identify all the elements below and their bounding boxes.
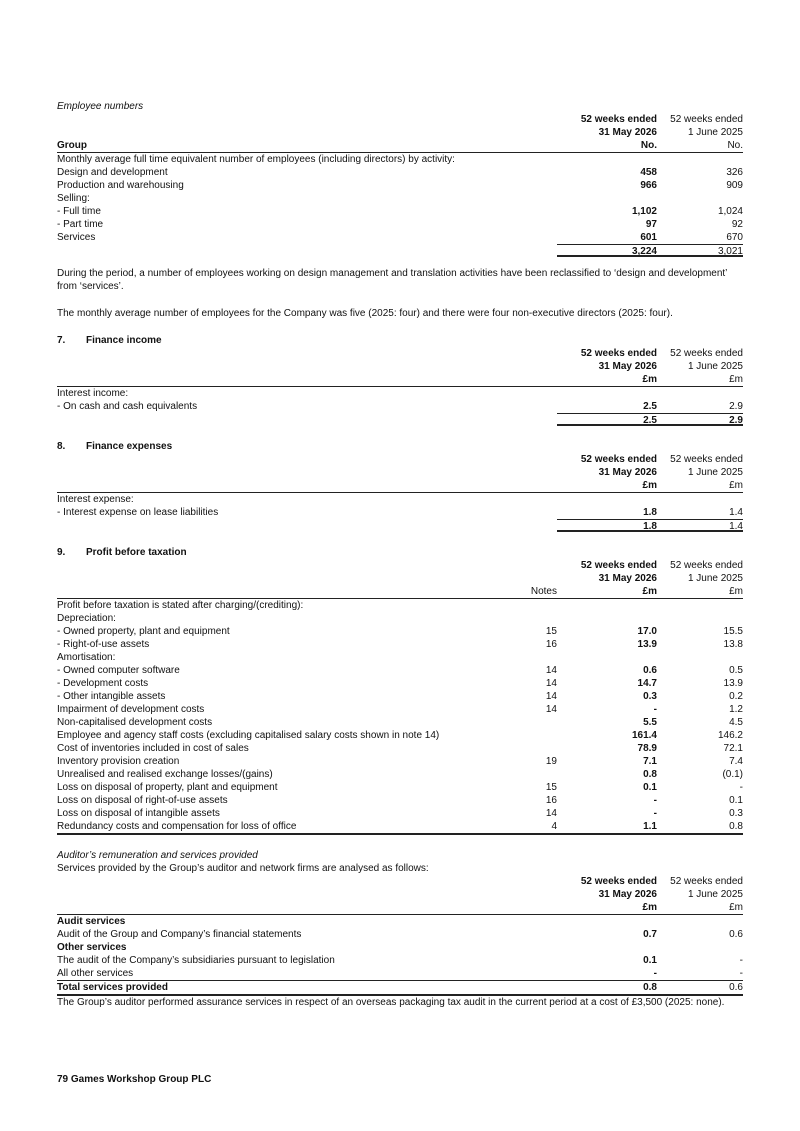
- row-value-prior: [657, 387, 743, 400]
- row-value-current: [557, 651, 657, 664]
- row-label: Loss on disposal of intangible assets: [57, 808, 220, 819]
- row-value-current: 601: [640, 232, 657, 243]
- col1-header-line2: 31 May 2026: [598, 127, 657, 138]
- row-value-prior: [657, 192, 743, 205]
- row-value-current: 0.7: [643, 929, 657, 940]
- auditor-total-v2: 0.6: [729, 982, 743, 993]
- section-number: 9.: [57, 547, 66, 558]
- notes-header: Notes: [530, 586, 557, 597]
- auditor-note: The Group’s auditor performed assurance services in respect of an overseas packaging tax audit in the current period at a cost of £3,500 (2025: none).: [57, 997, 725, 1008]
- employees-total-v1: 3,224: [631, 246, 657, 257]
- row-value-prior: 1.2: [729, 704, 743, 715]
- table-row: [57, 954, 743, 967]
- row-note-ref: 15: [545, 782, 557, 793]
- table-row: [57, 218, 743, 231]
- row-note-ref: [517, 651, 557, 664]
- row-value-current: [557, 493, 657, 506]
- table-row: [57, 807, 743, 820]
- row-label: - Right-of-use assets: [57, 639, 150, 650]
- row-value-prior: 72.1: [723, 743, 743, 754]
- row-value-prior: [657, 599, 743, 612]
- row-value-prior: 13.8: [723, 639, 743, 650]
- table-row: [57, 915, 743, 928]
- col2-header-line1: 52 weeks ended: [670, 876, 743, 887]
- row-label: - Owned computer software: [57, 665, 180, 676]
- table-row: [57, 638, 743, 651]
- table-row: [57, 493, 743, 506]
- section-title-text: Finance income: [86, 335, 162, 346]
- section-title-text: Profit before taxation: [86, 547, 187, 558]
- row-value-current: 97: [645, 219, 657, 230]
- row-note-ref: 16: [545, 639, 557, 650]
- row-label: The audit of the Company’s subsidiaries pursuant to legislation: [57, 955, 335, 966]
- row-value-prior: -: [739, 968, 743, 979]
- col1-header-line3: £m: [642, 586, 657, 597]
- row-note-ref: 15: [545, 626, 557, 637]
- section-title-employees: [57, 100, 743, 113]
- row-note-ref: 14: [545, 665, 557, 676]
- row-value-current: 0.1: [643, 955, 657, 966]
- row-label: Loss on disposal of right-of-use assets: [57, 795, 228, 806]
- row-label: Interest expense:: [57, 494, 134, 505]
- table-row: [57, 941, 743, 954]
- row-value-prior: [657, 612, 743, 625]
- row-value-prior: 1.4: [729, 507, 743, 518]
- row-value-prior: 0.6: [729, 929, 743, 940]
- col1-header-line1: 52 weeks ended: [580, 876, 657, 887]
- row-value-current: -: [653, 808, 657, 819]
- row-note-ref: 14: [545, 808, 557, 819]
- row-label: Impairment of development costs: [57, 704, 205, 715]
- row-value-current: -: [653, 968, 657, 979]
- table-row: [57, 781, 743, 794]
- row-value-current: [557, 387, 657, 400]
- col1-header-line2: 31 May 2026: [598, 573, 657, 584]
- row-value-prior: 13.9: [723, 678, 743, 689]
- row-label: Employee and agency staff costs (excluding capitalised salary costs shown in note 14): [57, 730, 440, 741]
- row-value-current: [557, 153, 657, 166]
- table-row: [57, 755, 743, 768]
- row-label: Other services: [57, 942, 127, 953]
- row-note-ref: 14: [545, 691, 557, 702]
- table-row: [57, 179, 743, 192]
- col2-header-line1: 52 weeks ended: [670, 348, 743, 359]
- row-value-prior: [657, 941, 743, 954]
- col2-header-line2: 1 June 2025: [687, 573, 743, 584]
- employees-total-row: [57, 244, 743, 257]
- row-value-current: 13.9: [637, 639, 657, 650]
- row-value-prior: 7.4: [729, 756, 743, 767]
- row-value-current: 7.1: [643, 756, 657, 767]
- header-row-2: [57, 126, 743, 139]
- row-label: - Part time: [57, 219, 104, 230]
- row-note-ref: [517, 716, 557, 729]
- table-row: [57, 820, 743, 833]
- row-label: Profit before taxation is stated after charging/(crediting):: [57, 600, 304, 611]
- section-title-profit: [57, 546, 743, 559]
- table-row: [57, 742, 743, 755]
- row-value-prior: 0.8: [729, 821, 743, 832]
- row-label: Loss on disposal of property, plant and equipment: [57, 782, 278, 793]
- row-value-prior: 146.2: [717, 730, 743, 741]
- row-note-ref: 16: [545, 795, 557, 806]
- auditor-title: Auditor’s remuneration and services provided: [57, 850, 258, 861]
- row-label: Production and warehousing: [57, 180, 184, 191]
- row-label: Design and development: [57, 167, 168, 178]
- table-row: [57, 400, 743, 413]
- row-note-ref: [517, 742, 557, 755]
- col1-header-line1: 52 weeks ended: [580, 560, 657, 571]
- auditor-total-label: Total services provided: [57, 982, 168, 993]
- finance-income-total-v1: 2.5: [643, 415, 657, 426]
- row-value-prior: 0.3: [729, 808, 743, 819]
- row-label: Cost of inventories included in cost of sales: [57, 743, 249, 754]
- row-label: Inventory provision creation: [57, 756, 180, 767]
- finance-expenses-total-row: [57, 519, 743, 532]
- row-note-ref: [517, 612, 557, 625]
- auditor-total-row: [57, 980, 743, 996]
- row-label: Monthly average full time equivalent number of employees (including directors) by activity:: [57, 154, 455, 165]
- finance-income-total-row: [57, 413, 743, 426]
- table-row: [57, 967, 743, 980]
- row-value-prior: 15.5: [723, 626, 743, 637]
- row-label: Non-capitalised development costs: [57, 717, 213, 728]
- employees-para-1: During the period, a number of employees working on design management and translation activities have been reclassified to ‘design and development’ from ‘services’.: [57, 268, 728, 292]
- row-label: - Other intangible assets: [57, 691, 166, 702]
- row-value-prior: 909: [726, 180, 743, 191]
- table-row: [57, 153, 743, 166]
- row-value-prior: [657, 915, 743, 928]
- table-row: [57, 690, 743, 703]
- table-row: [57, 928, 743, 941]
- finance-expenses-total-v2: 1.4: [729, 521, 743, 532]
- table-row: [57, 677, 743, 690]
- row-value-current: [557, 612, 657, 625]
- row-label: Amortisation:: [57, 652, 116, 663]
- table-row: [57, 192, 743, 205]
- finance-expenses-total-v1: 1.8: [643, 521, 657, 532]
- section-number: 8.: [57, 441, 66, 452]
- auditor-intro: Services provided by the Group’s auditor and network firms are analysed as follows:: [57, 863, 429, 874]
- row-value-prior: (0.1): [722, 769, 743, 780]
- header-row-1: [57, 113, 743, 126]
- row-label: Audit of the Group and Company’s financial statements: [57, 929, 302, 940]
- header-row-3: [57, 139, 743, 153]
- row-value-prior: 326: [726, 167, 743, 178]
- employees-para-2: The monthly average number of employees for the Company was five (2025: four) and there were four non-executive directors (2025: four).: [57, 308, 673, 319]
- col1-header-line3: £m: [642, 902, 657, 913]
- col1-header-line1: 52 weeks ended: [580, 348, 657, 359]
- row-label: Selling:: [57, 193, 90, 204]
- section-title-finance-income: [57, 334, 743, 347]
- col2-header-line3: £m: [729, 586, 743, 597]
- row-value-current: [557, 192, 657, 205]
- col2-header-line2: 1 June 2025: [687, 889, 743, 900]
- col2-header-line2: 1 June 2025: [687, 467, 743, 478]
- row-value-current: 161.4: [631, 730, 657, 741]
- row-label: Interest income:: [57, 388, 129, 399]
- row-value-current: 2.5: [643, 401, 657, 412]
- row-value-current: 1.1: [643, 821, 657, 832]
- row-value-current: [557, 941, 657, 954]
- row-note-ref: [517, 599, 557, 612]
- row-value-prior: 0.5: [729, 665, 743, 676]
- col1-header-line3: £m: [642, 374, 657, 385]
- row-note-ref: 14: [545, 678, 557, 689]
- row-value-prior: -: [739, 955, 743, 966]
- col1-header-line3: £m: [642, 480, 657, 491]
- row-value-prior: [657, 651, 743, 664]
- row-value-prior: 670: [726, 232, 743, 243]
- col1-header-line2: 31 May 2026: [598, 361, 657, 372]
- section-title-text: Finance expenses: [86, 441, 173, 452]
- row-value-prior: 1,024: [717, 206, 743, 217]
- table-row: [57, 794, 743, 807]
- table-row: [57, 703, 743, 716]
- row-value-prior: 0.1: [729, 795, 743, 806]
- table-row: [57, 651, 743, 664]
- table-row: [57, 506, 743, 519]
- col1-header-line1: 52 weeks ended: [580, 454, 657, 465]
- row-value-current: -: [653, 795, 657, 806]
- row-value-prior: 4.5: [729, 717, 743, 728]
- employees-total-v2: 3,021: [717, 246, 743, 257]
- row-label: Audit services: [57, 916, 126, 927]
- row-label: - On cash and cash equivalents: [57, 401, 198, 412]
- row-value-current: 0.8: [643, 769, 657, 780]
- col2-header-line1: 52 weeks ended: [670, 454, 743, 465]
- employees-title: Employee numbers: [57, 101, 144, 112]
- row-note-ref: [517, 729, 557, 742]
- col2-header-line1: 52 weeks ended: [670, 114, 743, 125]
- row-label: - Full time: [57, 206, 101, 217]
- row-value-prior: 2.9: [729, 401, 743, 412]
- section-number: 7.: [57, 335, 66, 346]
- col2-header-line3: No.: [727, 140, 743, 151]
- table-row: [57, 729, 743, 742]
- table-row: [57, 716, 743, 729]
- col1-header-line2: 31 May 2026: [598, 889, 657, 900]
- col2-header-line3: £m: [729, 902, 743, 913]
- table-row: [57, 599, 743, 612]
- row-value-current: [557, 599, 657, 612]
- row-value-prior: 0.2: [729, 691, 743, 702]
- col2-header-line1: 52 weeks ended: [670, 560, 743, 571]
- row-label: - Interest expense on lease liabilities: [57, 507, 219, 518]
- table-row: [57, 768, 743, 781]
- row-value-current: 14.7: [637, 678, 657, 689]
- row-note-ref: [517, 768, 557, 781]
- row-value-current: 1,102: [631, 206, 657, 217]
- row-label: All other services: [57, 968, 134, 979]
- row-value-current: 0.1: [643, 782, 657, 793]
- table-row: [57, 625, 743, 638]
- row-value-prior: [657, 153, 743, 166]
- row-value-current: -: [653, 704, 657, 715]
- col2-header-line3: £m: [729, 480, 743, 491]
- row-label: Unrealised and realised exchange losses/(gains): [57, 769, 273, 780]
- col1-header-line2: 31 May 2026: [598, 467, 657, 478]
- table-row: [57, 231, 743, 244]
- row-value-current: [557, 915, 657, 928]
- row-label: Services: [57, 232, 96, 243]
- col2-header-line3: £m: [729, 374, 743, 385]
- col1-header-line3: No.: [640, 140, 657, 151]
- table-row: [57, 612, 743, 625]
- report-page: [57, 100, 743, 1009]
- row-label: Depreciation:: [57, 613, 116, 624]
- row-value-current: 17.0: [637, 626, 657, 637]
- row-value-current: 458: [640, 167, 657, 178]
- row-value-current: 5.5: [643, 717, 657, 728]
- section-title-finance-expenses: [57, 440, 743, 453]
- row-note-ref: 4: [551, 821, 557, 832]
- row-label: - Owned property, plant and equipment: [57, 626, 230, 637]
- auditor-total-v1: 0.8: [643, 982, 657, 993]
- row-value-current: 0.6: [643, 665, 657, 676]
- col2-header-line2: 1 June 2025: [687, 361, 743, 372]
- row-value-current: 0.3: [643, 691, 657, 702]
- col2-header-line2: 1 June 2025: [687, 127, 743, 138]
- row-value-current: 1.8: [643, 507, 657, 518]
- finance-income-total-v2: 2.9: [729, 415, 743, 426]
- table-row: [57, 664, 743, 677]
- row-value-prior: -: [739, 782, 743, 793]
- table-row: [57, 387, 743, 400]
- group-label: Group: [57, 140, 87, 151]
- table-row: [57, 205, 743, 218]
- row-label: - Development costs: [57, 678, 149, 689]
- page-footer: 79 Games Workshop Group PLC: [57, 1074, 212, 1085]
- row-note-ref: 19: [545, 756, 557, 767]
- row-value-prior: [657, 493, 743, 506]
- row-value-current: 966: [640, 180, 657, 191]
- row-note-ref: 14: [545, 704, 557, 715]
- row-label: Redundancy costs and compensation for loss of office: [57, 821, 297, 832]
- col1-header-line1: 52 weeks ended: [580, 114, 657, 125]
- row-value-current: 78.9: [637, 743, 657, 754]
- table-row: [57, 166, 743, 179]
- row-value-prior: 92: [731, 219, 743, 230]
